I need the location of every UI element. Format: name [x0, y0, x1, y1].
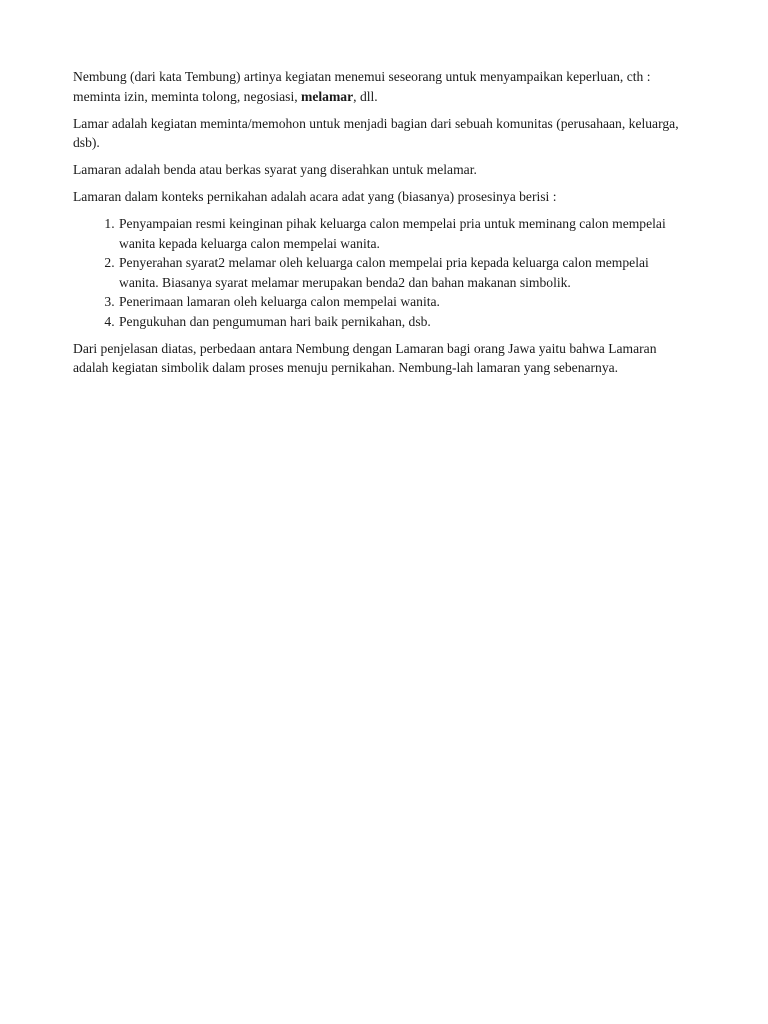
- paragraph-nembung-definition: [73, 67, 680, 106]
- list-item: 3. Penerimaan lamaran oleh keluarga calon mempelai wanita.: [118, 292, 680, 312]
- list-item: 1. Penyampaian resmi keinginan pihak keluarga calon mempelai pria untuk meminang calon mempelai wanita kepada keluarga calon mempelai wanita.: [118, 214, 680, 253]
- bold-term-melamar: melamar: [301, 88, 354, 104]
- paragraph-lamaran-context: Lamaran dalam konteks pernikahan adalah acara adat yang (biasanya) prosesinya berisi :: [73, 189, 557, 204]
- paragraph-conclusion: Dari penjelasan diatas, perbedaan antara Nembung dengan Lamaran bagi orang Jawa yaitu bahwa Lamaran adalah kegiatan simbolik dalam proses menuju pernikahan. Nembung-lah lamaran yang sebenarnya.: [73, 340, 657, 375]
- paragraph-nembung-text: Nembung (dari kata Tembung) artinya kegiatan menemui seseorang untuk menyampaikan keperluan, cth : meminta izin, meminta tolong, negosiasi,: [73, 69, 651, 104]
- procession-list: [73, 214, 680, 331]
- paragraph-nembung-tail: , dll.: [353, 88, 378, 104]
- list-item: 4. Pengukuhan dan pengumuman hari baik pernikahan, dsb.: [118, 312, 680, 332]
- paragraph-lamar-definition: Lamar adalah kegiatan meminta/memohon untuk menjadi bagian dari sebuah komunitas (perusahaan, keluarga, dsb).: [73, 115, 679, 150]
- list-item: 2. Penyerahan syarat2 melamar oleh keluarga calon mempelai pria kepada keluarga calon mempelai wanita. Biasanya syarat melamar merupakan benda2 dan bahan makanan simbolik.: [118, 253, 680, 292]
- paragraph-lamaran-definition: Lamaran adalah benda atau berkas syarat yang diserahkan untuk melamar.: [73, 162, 477, 177]
